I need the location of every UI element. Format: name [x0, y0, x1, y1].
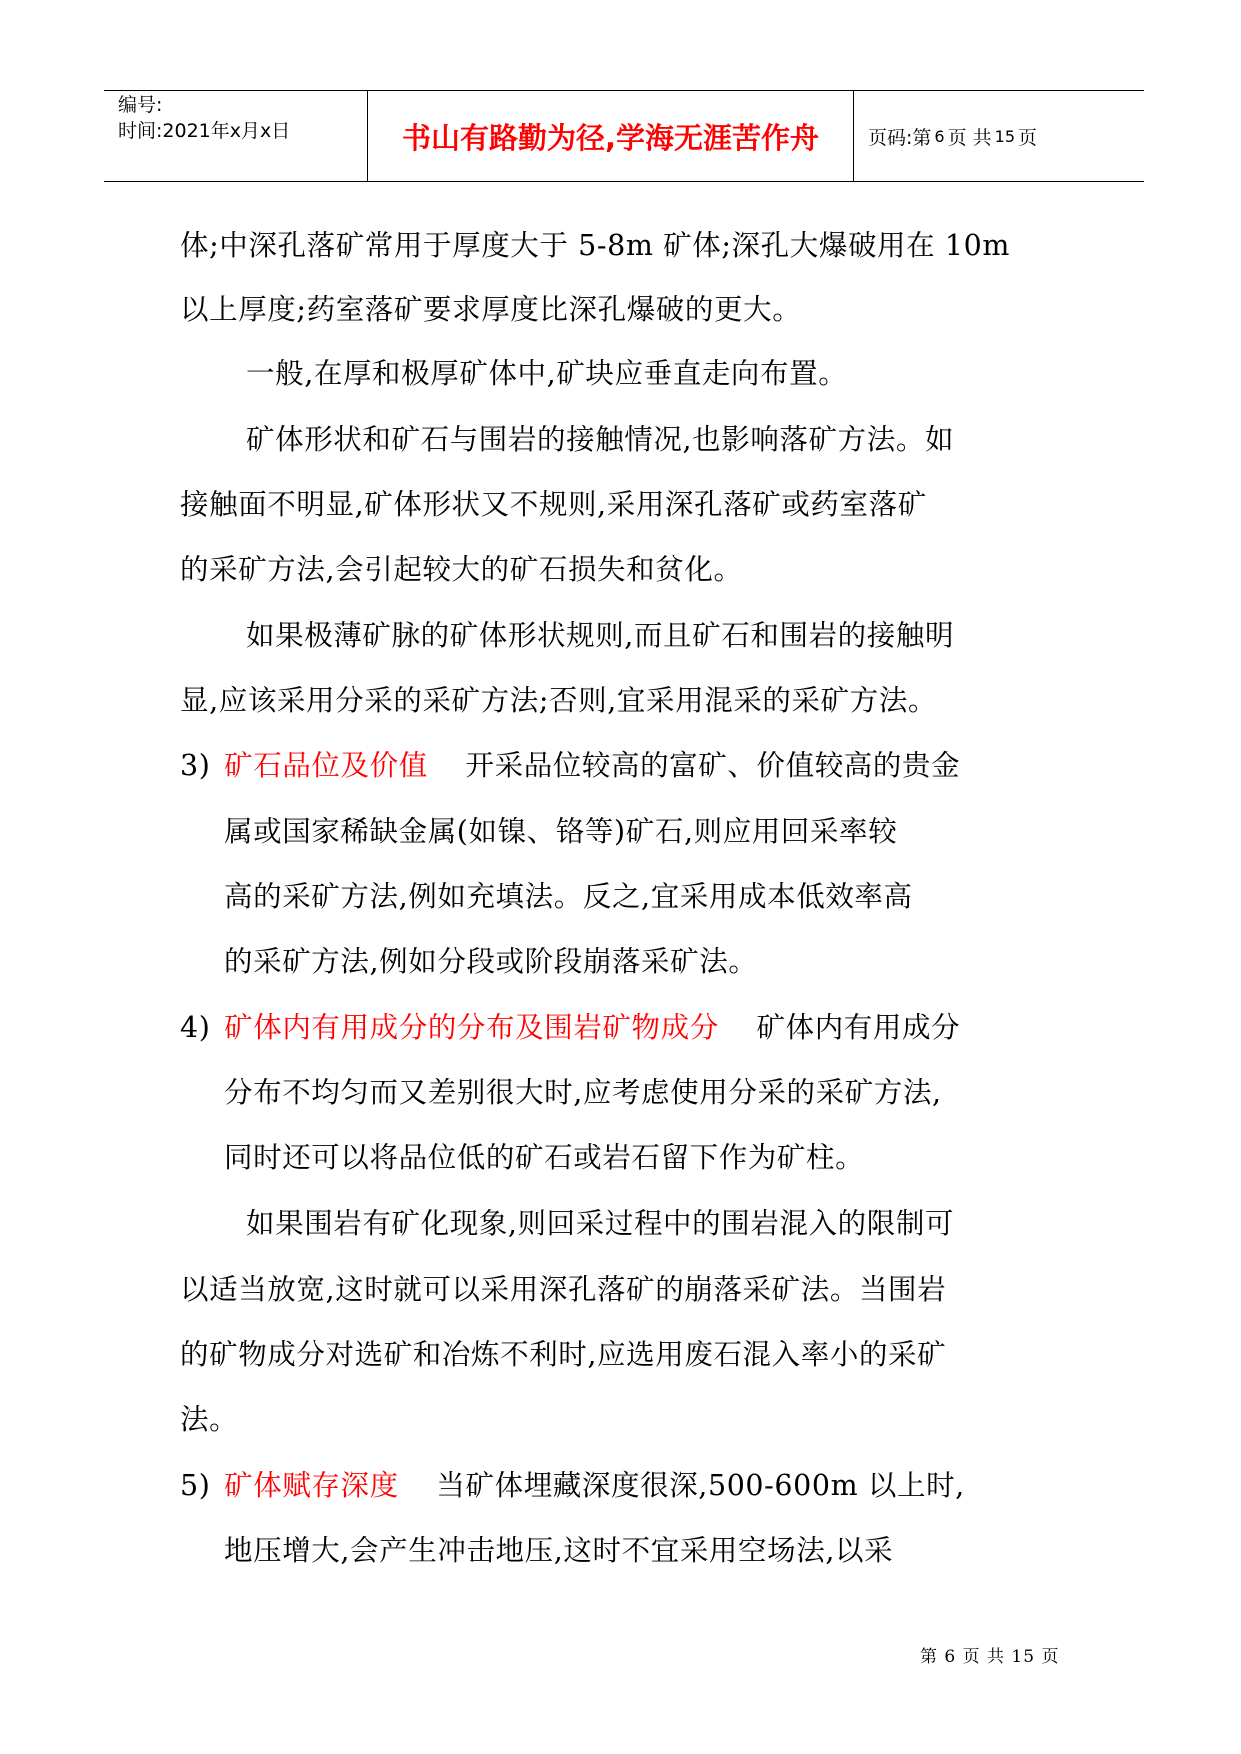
body-line: 的采矿方法,会引起较大的矿石损失和贫化。 [180, 553, 743, 586]
item-number: 3) [180, 749, 211, 782]
item-number: 5) [180, 1469, 211, 1502]
body-line: 以上厚度;药室落矿要求厚度比深孔爆破的更大。 [180, 293, 802, 326]
header-motto: 书山有路勤为径,学海无涯苦作舟 [368, 91, 854, 181]
item-text: 矿体内有用成分 [756, 1011, 961, 1044]
body-line: 法。 [180, 1403, 239, 1436]
serial-label: 编号: [118, 94, 163, 116]
body-line: 的采矿方法,例如分段或阶段崩落采矿法。 [224, 945, 758, 978]
body-line: 同时还可以将品位低的矿石或岩石留下作为矿柱。 [224, 1141, 865, 1174]
body-line: 的矿物成分对选矿和冶炼不利时,应选用废石混入率小的采矿 [180, 1338, 947, 1371]
page-total: 15 [994, 126, 1015, 146]
body-line: 属或国家稀缺金属(如镍、铬等)矿石,则应用回采率较 [224, 815, 898, 848]
header-page-number [854, 91, 1144, 181]
list-item-4 [180, 1008, 960, 1048]
list-item-3 [180, 746, 960, 786]
body-line: 接触面不明显,矿体形状又不规则,采用深孔落矿或药室落矿 [180, 488, 927, 521]
body-line: 高的采矿方法,例如充填法。反之,宜采用成本低效率高 [224, 880, 913, 913]
body-line: 以适当放宽,这时就可以采用深孔落矿的崩落采矿法。当围岩 [180, 1273, 947, 1306]
header-meta [104, 91, 368, 181]
page-suffix: 页 [1018, 126, 1038, 149]
body-line: 矿体形状和矿石与围岩的接触情况,也影响落矿方法。如 [246, 423, 955, 456]
item-title: 矿石品位及价值 [224, 749, 428, 782]
item-text: 当矿体埋藏深度很深,500-600m 以上时, [436, 1469, 965, 1502]
item-title: 矿体赋存深度 [224, 1469, 399, 1502]
item-title: 矿体内有用成分的分布及围岩矿物成分 [224, 1011, 719, 1044]
page-prefix: 页码:第 [868, 126, 932, 149]
item-number: 4) [180, 1011, 211, 1044]
page-header [104, 90, 1144, 182]
body-line: 显,应该采用分采的采矿方法;否则,宜采用混采的采矿方法。 [180, 684, 938, 717]
body-line: 如果围岩有矿化现象,则回采过程中的围岩混入的限制可 [246, 1207, 955, 1240]
body-line: 地压增大,会产生冲击地压,这时不宜采用空场法,以采 [224, 1534, 894, 1567]
body-line: 体;中深孔落矿常用于厚度大于 5-8m 矿体;深孔大爆破用在 10m [180, 229, 1010, 262]
body-line: 如果极薄矿脉的矿体形状规则,而且矿石和围岩的接触明 [246, 619, 955, 652]
body-line: 分布不均匀而又差别很大时,应考虑使用分采的采矿方法, [224, 1076, 942, 1109]
list-item-5 [180, 1466, 965, 1506]
time-label: 时间:2021年x月x日 [118, 120, 291, 142]
body-line: 一般,在厚和极厚矿体中,矿块应垂直走向布置。 [246, 357, 848, 390]
page-current: 6 [934, 126, 945, 146]
page-mid: 页 共 [947, 126, 992, 149]
item-text: 开采品位较高的富矿、价值较高的贵金 [465, 749, 961, 782]
page-footer: 第 6 页 共 15 页 [920, 1647, 1060, 1667]
